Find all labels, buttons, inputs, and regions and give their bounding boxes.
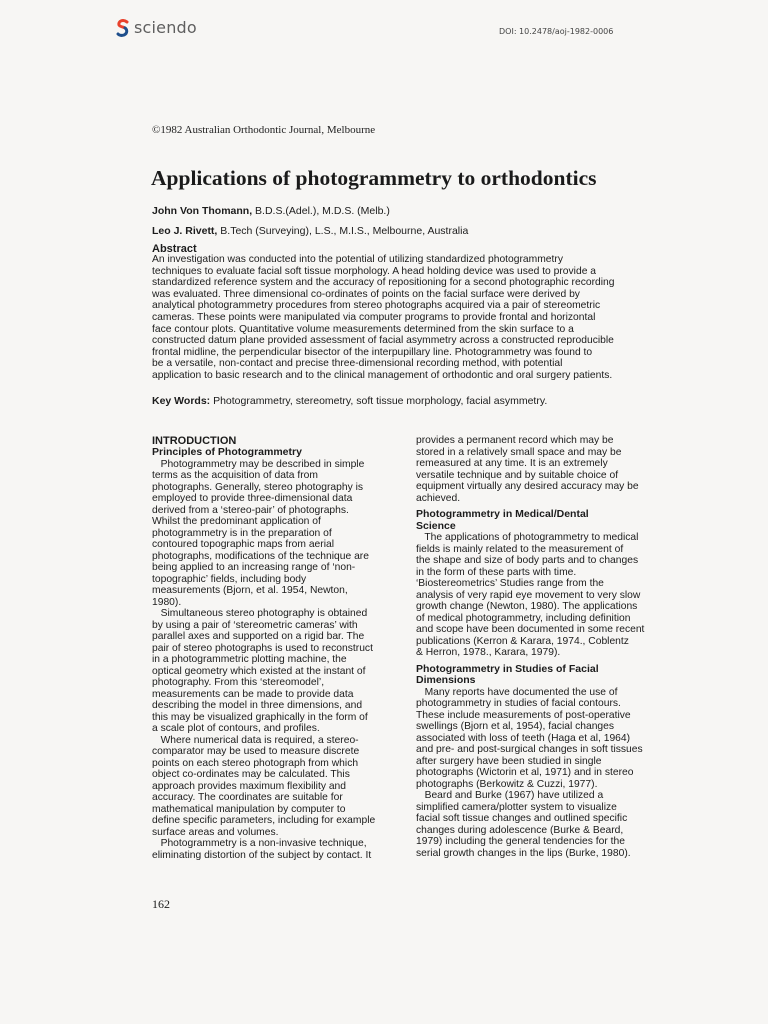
text-line: and pre- and post-surgical changes in soft tissues: [416, 744, 643, 755]
text-line: in the form of these parts with time.: [416, 566, 577, 578]
text-line: comparator may be used to measure discrete: [152, 746, 360, 757]
text-line: & Herron, 1978., Karara, 1979).: [416, 647, 561, 658]
text-line: photographs, modifications of the technique are: [152, 550, 369, 562]
text-line: facial soft tissue changes and outlined specific: [416, 813, 628, 824]
text-line: a scale plot of contours, and profiles.: [152, 723, 320, 734]
section-medical-dental-body: [416, 532, 666, 659]
text-line: optical geometry which existed at the instant of: [152, 665, 366, 677]
text-line: equipment virtually any desired accuracy may be: [416, 481, 639, 492]
text-line: analysis of very rapid eye movement to very slow: [416, 589, 641, 601]
text-line: Photogrammetry is a non-invasive technique,: [152, 838, 367, 849]
text-line: this may be visualized graphically in the form of: [152, 711, 368, 723]
text-line: photogrammetry is in the preparation of: [152, 527, 332, 539]
text-line: contoured topographic maps from aerial: [152, 539, 335, 550]
text-line: The applications of photogrammetry to medical: [416, 532, 639, 543]
text-line: accuracy. The coordinates are suitable for: [152, 792, 343, 803]
sciendo-logo-text: sciendo: [134, 18, 197, 37]
abstract-line: face contour plots. Quantitative volume measurements determined from the skin surface to a: [152, 323, 574, 335]
section-facial-dimensions-body: [416, 687, 666, 860]
author-1-name: John Von Thomann,: [152, 205, 253, 217]
text-line: provides a permanent record which may be: [416, 435, 614, 446]
text-line: photographs. Generally, stereo photography is: [152, 481, 364, 493]
text-line: serial growth changes in the lips (Burke, 1980).: [416, 847, 631, 859]
text-line: photographs (Wictorin et al, 1971) and in stereo: [416, 767, 634, 778]
author-2-name: Leo J. Rivett,: [152, 225, 218, 237]
text-line: growth change (Newton, 1980). The applications: [416, 601, 638, 612]
text-line: object co-ordinates may be calculated. This: [152, 769, 350, 780]
copyright-notice: ©1982 Australian Orthodontic Journal, Melbourne: [152, 124, 376, 136]
text-line: Beard and Burke (1967) have utilized a: [416, 790, 604, 801]
text-line: mathematical manipulation by computer to: [152, 803, 346, 815]
abstract-line: application to basic research and to the clinical management of orthodontic and oral surgery patients.: [152, 369, 613, 381]
text-line: swellings (Bjorn et al, 1954), facial changes: [416, 721, 615, 732]
sciendo-logo[interactable]: [116, 18, 197, 37]
text-line: of medical photogrammetry, including definition: [416, 612, 631, 624]
author-2: [152, 225, 468, 237]
text-line: publications (Kerron & Karara, 1974., Coblentz: [416, 635, 629, 647]
sciendo-logo-icon: [116, 19, 130, 37]
text-line: parallel axes and supported on a rigid bar. The: [152, 631, 365, 642]
text-line: achieved.: [416, 492, 461, 504]
text-line: points on each stereo photograph from which: [152, 757, 359, 769]
text-line: Photogrammetry may be described in simple: [152, 458, 365, 470]
author-1: [152, 205, 390, 217]
section-heading-introduction: INTRODUCTION: [152, 435, 237, 447]
subheading-principles: Principles of Photogrammetry: [152, 446, 302, 458]
abstract-body: [152, 254, 692, 382]
text-line: define specific parameters, including for example: [152, 815, 376, 826]
text-line: in a photogrammetric plotting machine, the: [152, 654, 347, 665]
abstract-line: standardized reference system and the accuracy of repositioning for a second photographic recording: [152, 277, 615, 289]
text-line: ‘Biostereometrics’ Studies range from the: [416, 578, 604, 589]
abstract-line: be a versatile, non-contact and precise three-dimensional recording method, with potential: [152, 358, 563, 370]
abstract-line: analytical photogrammetry procedures from stereo photographs acquired via a pair of stereometric: [152, 300, 601, 312]
right-column-intro: [416, 435, 666, 504]
text-line: describing the model in three dimensions, and: [152, 700, 363, 711]
text-line: 1980).: [152, 596, 182, 608]
abstract-line: frontal midline, the perpendicular bisector of the interpupillary line. Photogrammetry was found to: [152, 346, 593, 358]
text-line: being applied to an increasing range of ‘non-: [152, 562, 356, 573]
text-line: derived from a ‘stereo-pair’ of photographs.: [152, 504, 349, 516]
subheading-line: Photogrammetry in Studies of Facial: [416, 662, 599, 675]
text-line: after surgery have been studied in single: [416, 755, 602, 767]
text-line: measurements (Bjorn, et al. 1954, Newton,: [152, 585, 348, 596]
author-1-credentials: B.D.S.(Adel.), M.D.S. (Melb.): [252, 205, 390, 217]
text-line: versatile technique and by suitable choice of: [416, 469, 619, 481]
abstract-line: techniques to evaluate facial soft tissue morphology. A head holding device was used to provide a: [152, 265, 597, 277]
text-line: terms as the acquisition of data from: [152, 470, 318, 481]
left-column-body: [152, 459, 400, 862]
text-line: associated with loss of teeth (Haga et al, 1964): [416, 732, 631, 744]
article-title: Applications of photogrammetry to orthodontics: [151, 166, 597, 190]
text-line: employed to provide three-dimensional data: [152, 493, 353, 504]
text-line: These include measurements of post-operative: [416, 709, 631, 721]
text-line: approach provides maximum flexibility and: [152, 780, 347, 792]
text-line: topographic’ fields, including body: [152, 573, 307, 585]
text-line: surface areas and volumes.: [152, 826, 279, 838]
text-line: photogrammetry in studies of facial contours.: [416, 698, 621, 709]
keywords: [152, 395, 547, 407]
abstract-line: cameras. These points were manipulated via computer programs to provide frontal and horizontal: [152, 311, 596, 323]
text-line: fields is mainly related to the measurement of: [416, 543, 624, 555]
text-line: Where numerical data is required, a stereo-: [152, 734, 359, 746]
text-line: the shape and size of body parts and to changes: [416, 555, 639, 566]
text-line: simplified camera/plotter system to visualize: [416, 801, 617, 813]
text-line: measurements can be made to provide data: [152, 688, 354, 700]
abstract-heading: Abstract: [152, 243, 197, 255]
subheading-line: Photogrammetry in Medical/Dental: [416, 508, 589, 520]
subheading-line: Science: [416, 519, 456, 532]
text-line: Many reports have documented the use of: [416, 686, 618, 698]
doi-link[interactable]: DOI: 10.2478/aoj-1982-0006: [499, 27, 614, 36]
text-line: remeasured at any time. It is an extremely: [416, 458, 608, 469]
text-line: changes during adolescence (Burke & Beard,: [416, 824, 624, 836]
right-column: [416, 435, 666, 859]
text-line: 1979) including the general tendencies for the: [416, 836, 625, 847]
subheading-line: Dimensions: [416, 674, 476, 686]
abstract-line: constructed datum plane provided assessment of facial asymmetry across a constructed reproducible: [152, 335, 614, 347]
subheading-facial-dimensions: [416, 664, 666, 687]
subheading-medical-dental: [416, 509, 666, 532]
text-line: Simultaneous stereo photography is obtained: [152, 608, 368, 619]
abstract-line: was evaluated. Three dimensional co-ordinates of points on the facial surface were derived by: [152, 288, 580, 300]
text-line: photographs (Berkowitz & Cuzzi, 1977).: [416, 778, 598, 790]
keywords-label: Key Words:: [152, 395, 211, 407]
text-line: and scope have been documented in some recent: [416, 624, 645, 635]
author-2-credentials: B.Tech (Surveying), L.S., M.I.S., Melbourne, Australia: [217, 225, 469, 237]
text-line: Whilst the predominant application of: [152, 516, 321, 527]
text-line: by using a pair of ‘stereometric cameras’ with: [152, 619, 358, 631]
left-column: [152, 435, 400, 861]
page-number: 162: [152, 897, 170, 911]
abstract-line: An investigation was conducted into the potential of utilizing standardized photogrammetry: [152, 254, 563, 265]
text-line: eliminating distortion of the subject by contact. It: [152, 849, 372, 861]
text-line: pair of stereo photographs is used to reconstruct: [152, 642, 373, 654]
text-line: stored in a relatively small space and may be: [416, 446, 622, 458]
keywords-text: Photogrammetry, stereometry, soft tissue morphology, facial asymmetry.: [210, 395, 548, 407]
text-line: photography. From this ‘stereomodel’,: [152, 677, 325, 688]
